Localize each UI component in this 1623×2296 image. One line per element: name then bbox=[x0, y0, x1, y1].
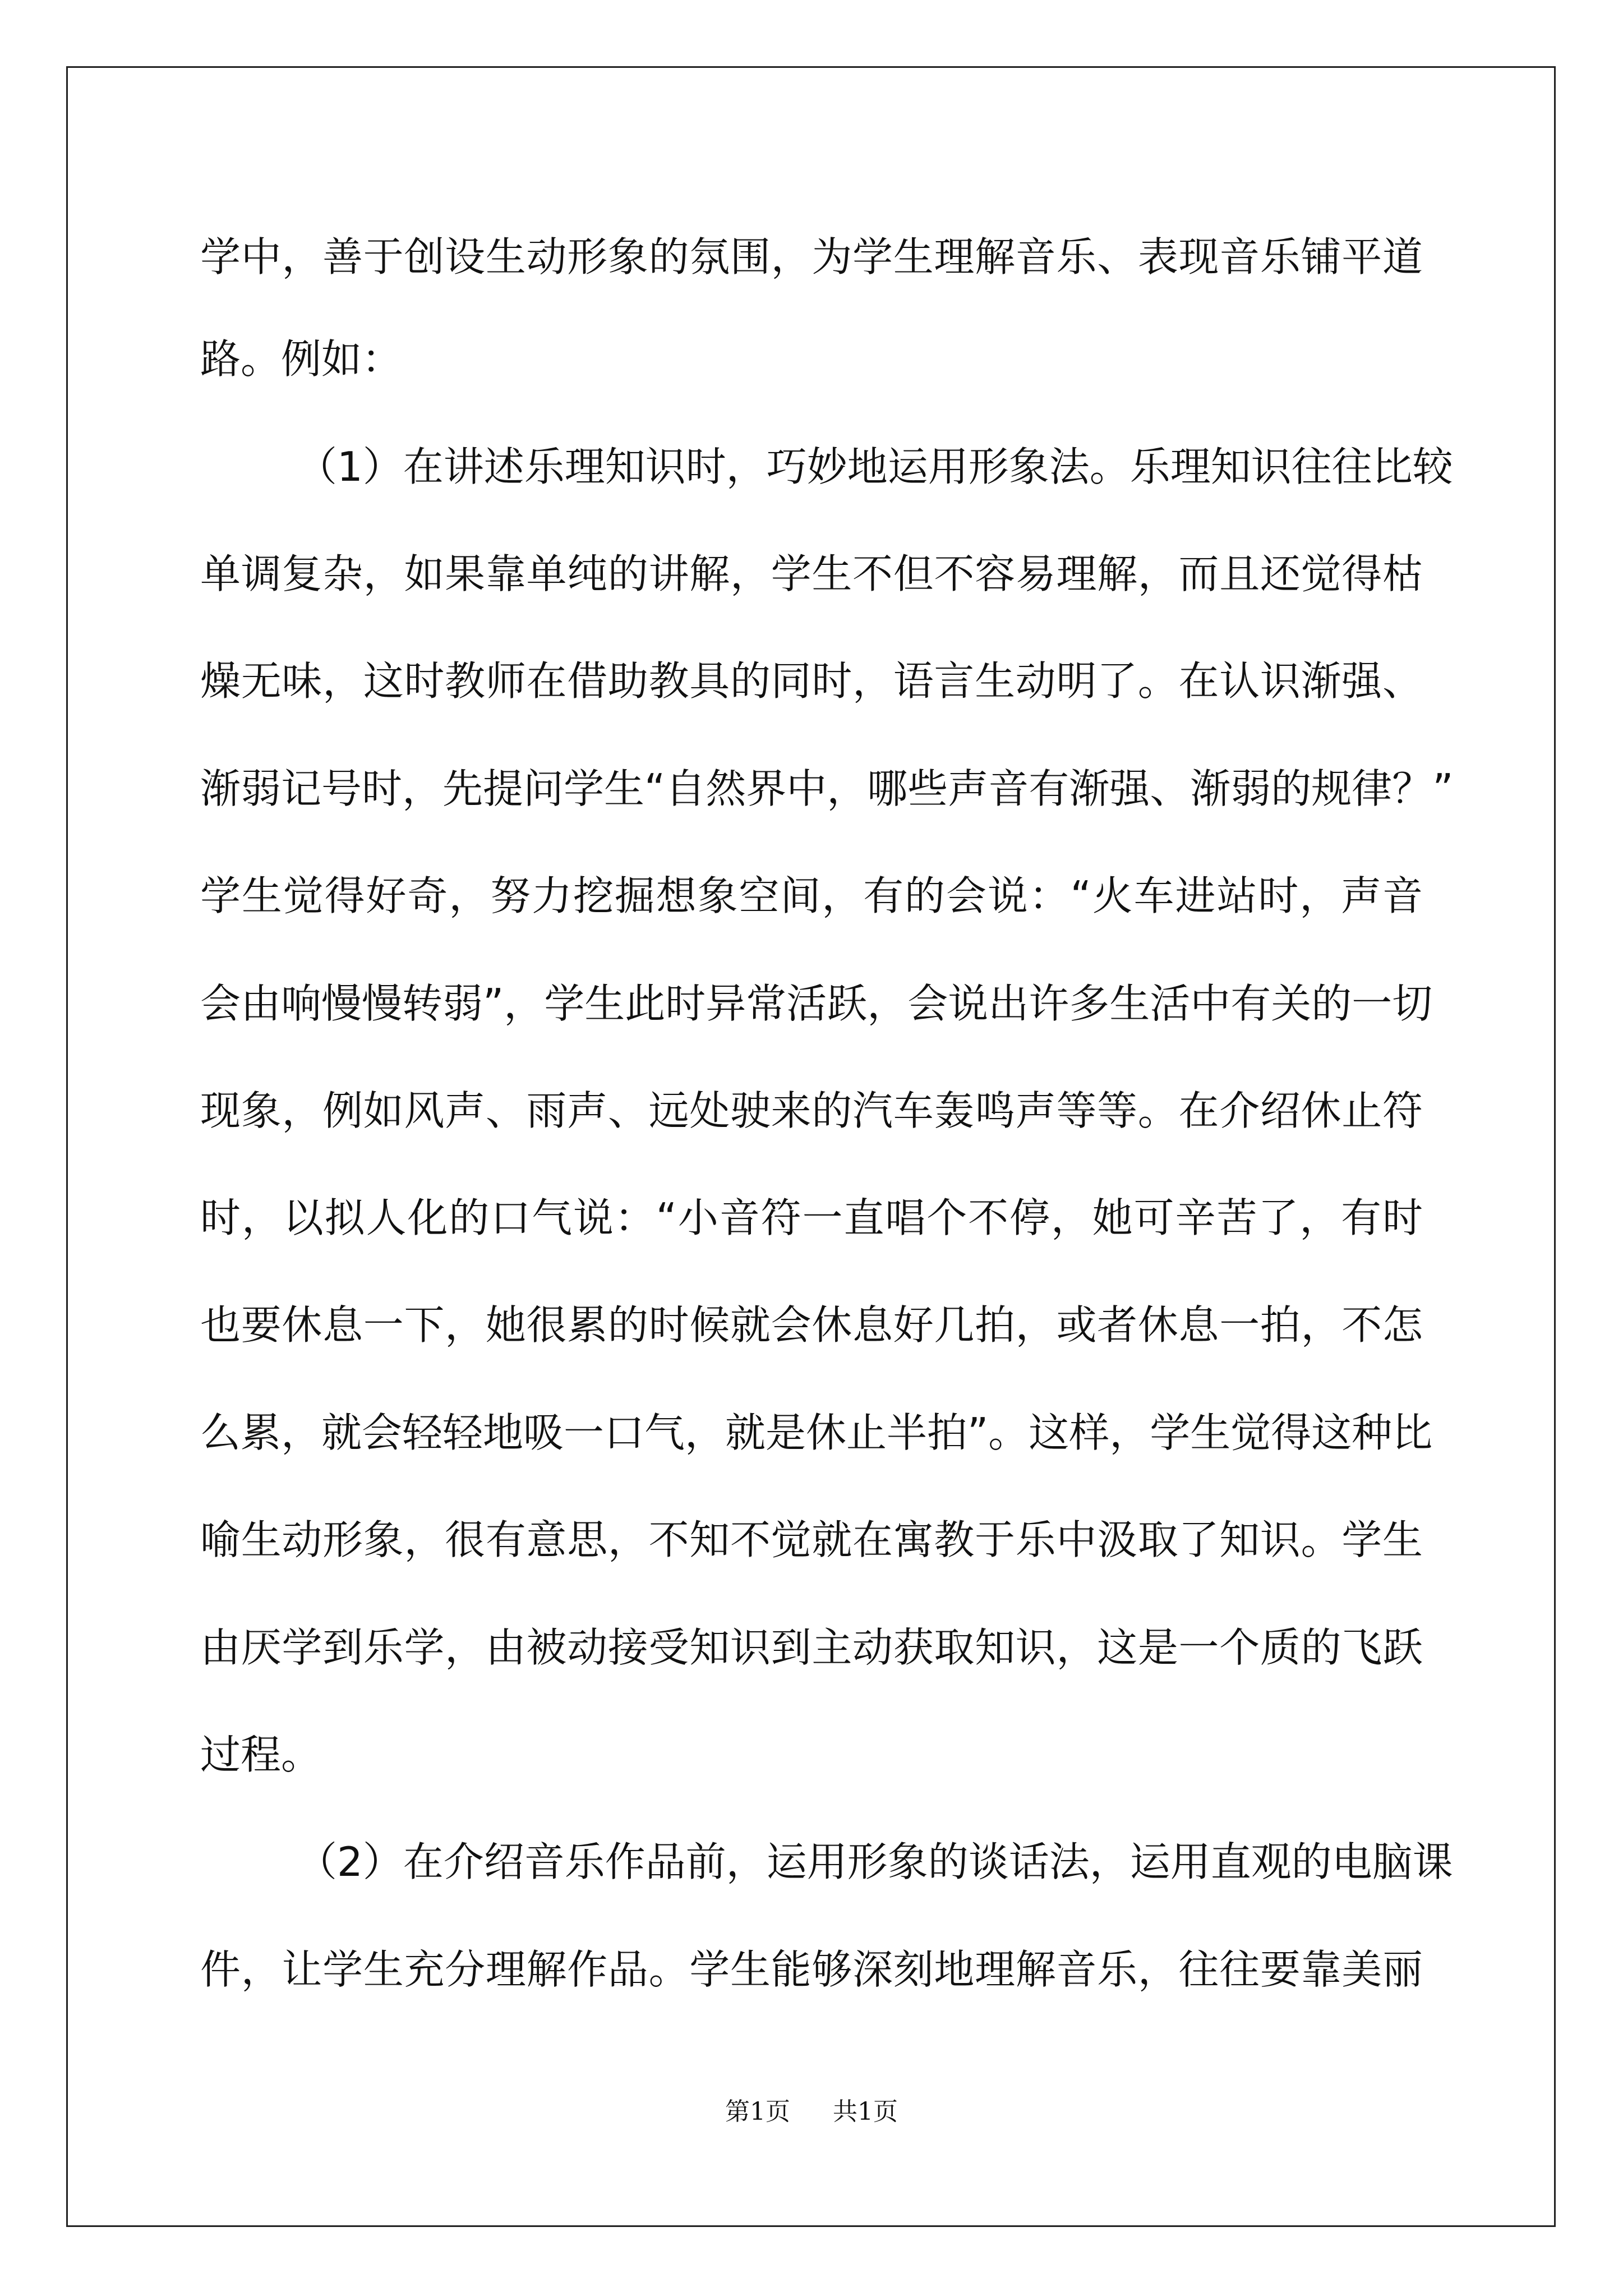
body-text-line: 么累，就会轻轻地吸一口气，就是休止半拍”。这样，学生觉得这种比 bbox=[200, 1409, 1433, 1456]
body-text-line: 单调复杂，如果靠单纯的讲解，学生不但不容易理解，而且还觉得枯 bbox=[200, 550, 1423, 597]
body-text-line: 会由响慢慢转弱”，学生此时异常活跃，会说出许多生活中有关的一切 bbox=[200, 980, 1433, 1027]
body-text-line: 由厌学到乐学，由被动接受知识到主动获取知识，这是一个质的飞跃 bbox=[200, 1624, 1423, 1671]
body-text-line: 现象，例如风声、雨声、远处驶来的汽车轰鸣声等等。在介绍休止符 bbox=[200, 1087, 1423, 1134]
body-text-line: （2）在介绍音乐作品前，运用形象的谈话法，运用直观的电脑课 bbox=[297, 1838, 1453, 1885]
body-text-line: 学中，善于创设生动形象的氛围，为学生理解音乐、表现音乐铺平道 bbox=[200, 233, 1423, 280]
page-number-total: 共1页 bbox=[833, 2097, 898, 2126]
body-text-line: 件，让学生充分理解作品。学生能够深刻地理解音乐，往往要靠美丽 bbox=[200, 1946, 1423, 1993]
page-number-current: 第1页 bbox=[725, 2097, 790, 2126]
body-text-line: 过程。 bbox=[200, 1731, 322, 1778]
body-text-line: 喻生动形象，很有意思，不知不觉就在寓教于乐中汲取了知识。学生 bbox=[200, 1516, 1423, 1563]
body-text-line: 时，以拟人化的口气说：“小音符一直唱个不停，她可辛苦了，有时 bbox=[200, 1194, 1423, 1241]
body-text-line: 渐弱记号时，先提问学生“自然界中，哪些声音有渐强、渐弱的规律？” bbox=[200, 765, 1454, 812]
body-text-line: 路。例如： bbox=[200, 335, 403, 383]
body-text-line: 学生觉得好奇，努力挖掘想象空间，有的会说：“火车进站时，声音 bbox=[200, 872, 1423, 919]
page-border bbox=[66, 66, 1556, 2227]
body-text-line: 也要休息一下，她很累的时候就会休息好几拍，或者休息一拍，不怎 bbox=[200, 1301, 1423, 1349]
page-footer bbox=[0, 2095, 1623, 2129]
body-text-line: （1）在讲述乐理知识时，巧妙地运用形象法。乐理知识往往比较 bbox=[297, 443, 1453, 490]
body-text-line: 燥无味，这时教师在借助教具的同时，语言生动明了。在认识渐强、 bbox=[200, 657, 1423, 705]
